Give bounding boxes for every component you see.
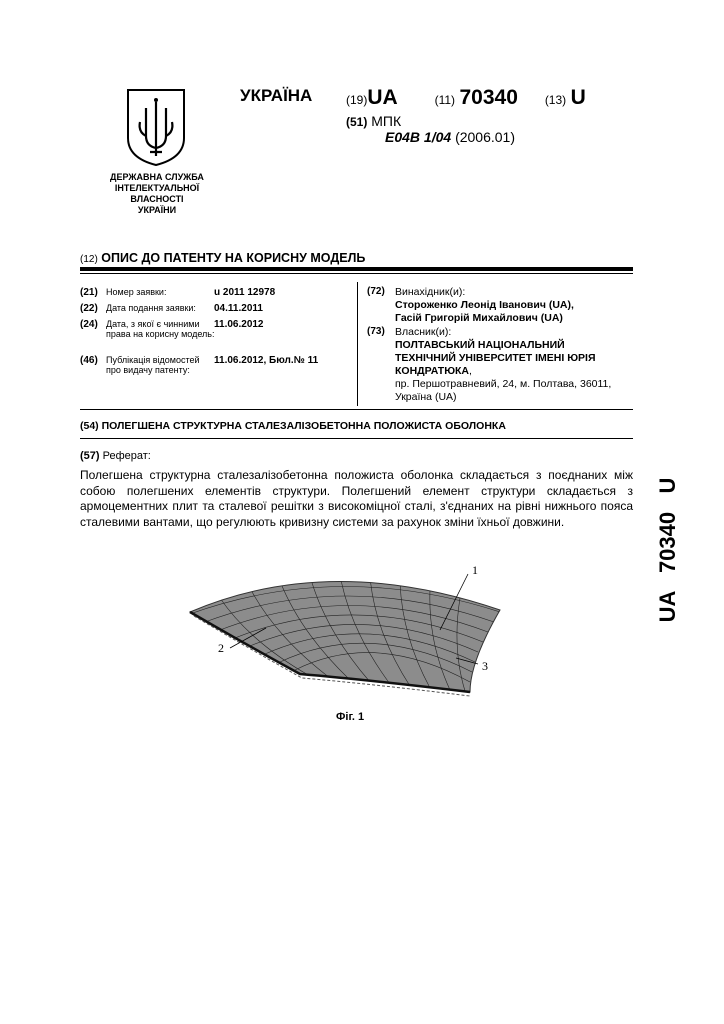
figure-label-2: 2	[218, 641, 224, 655]
inventors-text	[395, 286, 629, 325]
divider	[80, 267, 633, 271]
bib-label: Дата, з якої є чинними права на корисну модель:	[106, 319, 215, 339]
code-12: (12)	[80, 254, 98, 265]
owner-block	[367, 326, 629, 404]
code-57: (57)	[80, 450, 100, 462]
mpk-year: (2006.01)	[455, 129, 515, 145]
figure-label-1: 1	[472, 563, 478, 577]
code-13: (13)	[544, 93, 567, 107]
figure-caption: Фіг. 1	[336, 711, 365, 723]
abstract-label: Реферат:	[102, 450, 151, 462]
patent-identifiers	[346, 86, 586, 110]
owner-text: Власник(и): ПОЛТАВСЬКИЙ НАЦІОНАЛЬНИЙ ТЕХНІЧНИЙ УНІВЕРСИТЕТ ІМЕНІ ЮРІЯ КОНДРАТЮКА, пр. Першотравневий, 24, м. Полтава, 36011, Україна (UA)	[395, 326, 629, 404]
owner-address-line: Україна (UA)	[395, 391, 457, 403]
bib-code: (46)	[80, 355, 98, 366]
inventors-block	[367, 286, 629, 325]
side-label	[648, 470, 688, 630]
invention-title-text: ПОЛЕГШЕНА СТРУКТУРНА СТАЛЕЗАЛІЗОБЕТОННА ПОЛОЖИСТА ОБОЛОНКА	[101, 420, 506, 432]
bib-value: 04.11.2011	[214, 303, 263, 314]
inventors-label: Винахідник(и):	[395, 286, 466, 298]
invention-title	[80, 420, 506, 432]
coat-of-arms-emblem	[124, 86, 188, 168]
divider	[80, 409, 633, 410]
bib-label: Дата подання заявки:	[106, 303, 196, 313]
kind-code: U	[570, 86, 586, 109]
figure-label-3: 3	[482, 659, 488, 673]
bib-value: u 2011 12978	[214, 287, 276, 298]
abstract-heading	[80, 450, 151, 462]
code-19: (19)	[346, 93, 368, 107]
column-divider	[357, 282, 358, 406]
owner-name-line: КОНДРАТЮКА	[395, 365, 470, 377]
bib-label: Публікація відомостей про видачу патенту:	[106, 355, 200, 375]
agency-line: УКРАЇНИ	[137, 205, 177, 215]
document-title	[80, 251, 365, 265]
bib-code: (24)	[80, 319, 98, 330]
mpk-label	[346, 113, 401, 129]
inventor-name: Гасій Григорій Михайлович (UA)	[395, 312, 563, 324]
agency-line: ДЕРЖАВНА СЛУЖБА	[110, 172, 204, 182]
owner-name-line: ПОЛТАВСЬКИЙ НАЦІОНАЛЬНИЙ	[395, 339, 565, 351]
divider	[80, 273, 633, 274]
bib-label: Номер заявки:	[106, 287, 167, 297]
document-title-text: ОПИС ДО ПАТЕНТУ НА КОРИСНУ МОДЕЛЬ	[101, 251, 366, 265]
side-label-text: UA 70340 U	[655, 477, 680, 623]
agency-line: ІНТЕЛЕКТУАЛЬНОЇ	[114, 183, 200, 193]
owner-label: Власник(и):	[395, 326, 452, 338]
owner-name-line: ТЕХНІЧНИЙ УНІВЕРСИТЕТ ІМЕНІ ЮРІЯ	[395, 352, 596, 364]
agency-line: ВЛАСНОСТІ	[130, 194, 184, 204]
country-name: УКРАЇНА	[240, 86, 313, 105]
shell-structure-figure	[150, 552, 570, 702]
abstract-text: Полегшена структурна сталезалізобетонна положиста оболонка складається з поєднаних між собою полегшених елементів структури. Полегшений елемент структури складається з армоцементних плит та сталевої решітки з високоміцної сталі, з'єднаних на рівні нижнього пояса сталевими вантами, що регулюють кривизну системи за рахунок зміни їхньої довжини.	[80, 468, 633, 529]
owner-code: (73)	[367, 326, 385, 337]
code-11: (11)	[434, 93, 456, 107]
bib-value: 11.06.2012	[214, 319, 264, 330]
mpk-classification	[385, 129, 515, 145]
code-51: (51)	[346, 115, 368, 129]
inventors-code: (72)	[367, 286, 385, 297]
patent-number: 70340	[459, 86, 518, 109]
agency-name	[90, 172, 224, 216]
owner-address-line: пр. Першотравневий, 24, м. Полтава, 36011,	[395, 378, 612, 390]
bib-code: (21)	[80, 287, 98, 298]
country-code: UA	[367, 86, 398, 109]
mpk-text: МПК	[371, 113, 402, 129]
code-54: (54)	[80, 420, 99, 432]
inventor-name: Стороженко Леонід Іванович (UA),	[395, 299, 574, 311]
bib-code: (22)	[80, 303, 98, 314]
bib-value: 11.06.2012, Бюл.№ 11	[214, 355, 319, 366]
mpk-class: E04B 1/04	[385, 129, 452, 145]
divider	[80, 438, 633, 439]
